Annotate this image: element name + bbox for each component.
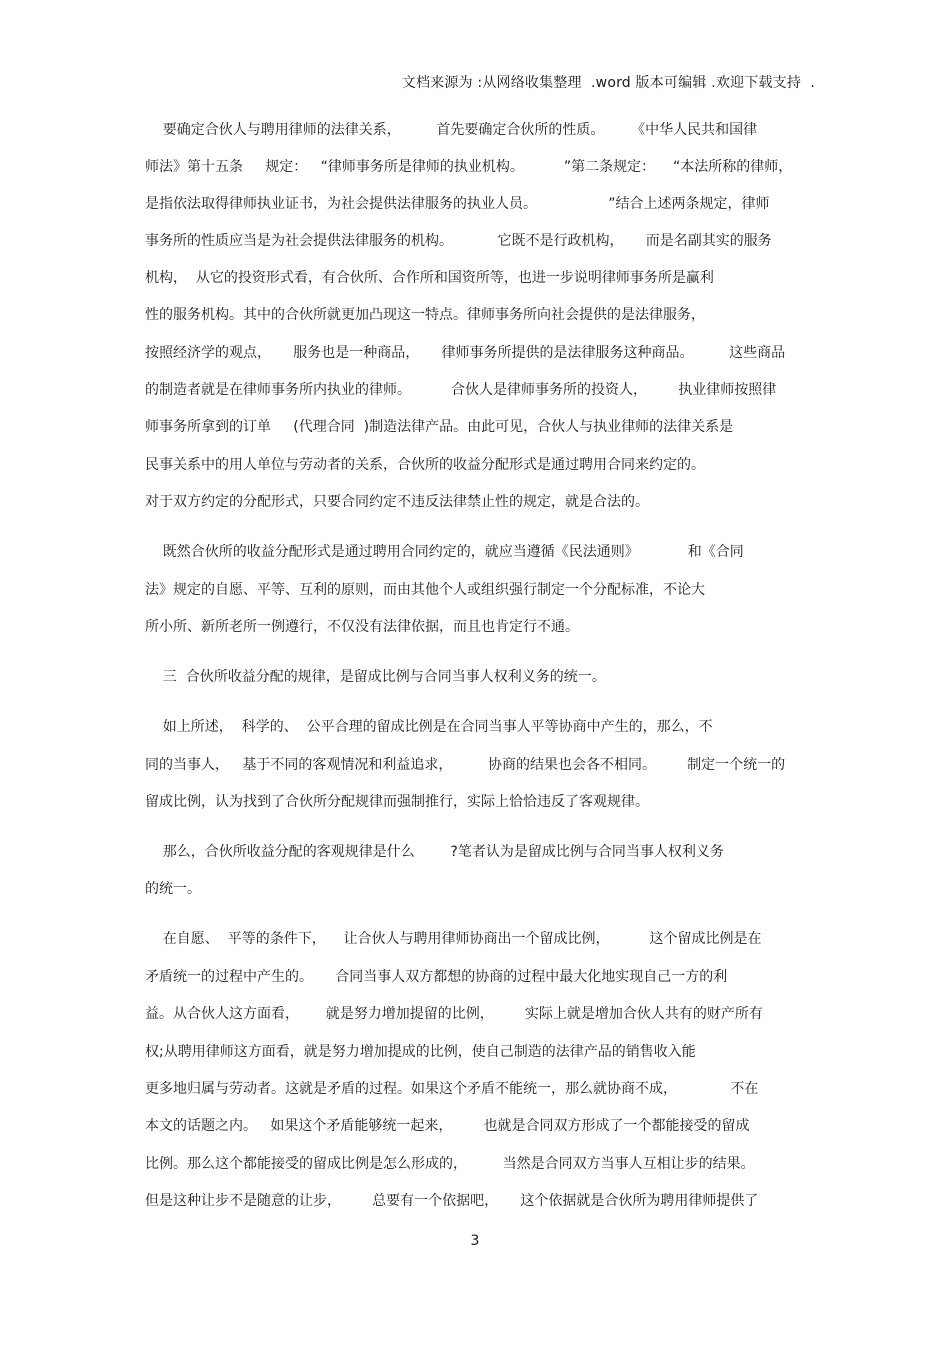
text-line: 那么，合伙所收益分配的客观规律是什么 ?笔者认为是留成比例与合同当事人权利义务 [145, 844, 724, 860]
text-line: 比例。那么这个都能接受的留成比例是怎么形成的， 当然是合同双方当事人互相让步的结果。 [145, 1156, 755, 1172]
text-line: 本文的话题之内。 如果这个矛盾能够统一起来， 也就是合同双方形成了一个都能接受的留成 [145, 1118, 750, 1134]
text-line: 要确定合伙人与聘用律师的法律关系， 首先要确定合伙所的性质。 《中华人民共和国律 [145, 122, 758, 138]
text-line: 师法》第十五条 规定： “律师事务所是律师的执业机构。 ”第二条规定： “本法所称的律师， [145, 159, 793, 175]
text-line: 留成比例，认为找到了合伙所分配规律而强制推行，实际上恰恰违反了客观规律。 [145, 794, 649, 810]
text-line: 事务所的性质应当是为社会提供法律服务的机构。 它既不是行政机构， 而是名副其实的服务 [145, 233, 772, 249]
text-line: 益。从合伙人这方面看， 就是努力增加提留的比例， 实际上就是增加合伙人共有的财产所有 [145, 1006, 763, 1022]
text-line: 法》规定的自愿、平等、互利的原则，而由其他个人或组织强行制定一个分配标准，不论大 [145, 582, 705, 598]
text-line: 所小所、新所老所一例遵行，不仅没有法律依据，而且也肯定行不通。 [145, 619, 579, 635]
text-line: 权;从聘用律师这方面看，就是努力增加提成的比例，使自己制造的法律产品的销售收入能 [145, 1044, 696, 1060]
text-line: 矛盾统一的过程中产生的。 合同当事人双方都想的协商的过程中最大化地实现自己一方的利 [145, 969, 728, 985]
text-line: 按照经济学的观点， 服务也是一种商品， 律师事务所提供的是法律服务这种商品。 这些商品 [145, 345, 786, 361]
text-line: 同的当事人， 基于不同的客观情况和利益追求， 协商的结果也会各不相同。 制定一个统一的 [145, 757, 786, 773]
text-line: 更多地归属与劳动者。这就是矛盾的过程。如果这个矛盾不能统一，那么就协商不成， 不在 [145, 1081, 759, 1097]
text-line: 性的服务机构。其中的合伙所就更加凸现这一特点。律师事务所向社会提供的是法律服务， [145, 307, 705, 323]
page-number: 3 [470, 1233, 480, 1249]
text-line: 师事务所拿到的订单 (代理合同 )制造法律产品。由此可见，合伙人与执业律师的法律关系是 [145, 419, 734, 435]
text-line: 在自愿、 平等的条件下， 让合伙人与聘用律师协商出一个留成比例， 这个留成比例是在 [145, 931, 762, 947]
text-line: 对于双方约定的分配形式，只要合同约定不违反法律禁止性的规定，就是合法的。 [145, 494, 649, 510]
text-line: 民事关系中的用人单位与劳动者的关系，合伙所的收益分配形式是通过聘用合同来约定的。 [145, 457, 705, 473]
text-line: 的统一。 [145, 881, 201, 897]
document-source-header: 文档来源为 :从网络收集整理 .word 版本可编辑 .欢迎下载支持 . [401, 75, 815, 91]
text-line: 但是这种让步不是随意的让步， 总要有一个依据吧， 这个依据就是合伙所为聘用律师提供了 [145, 1193, 759, 1209]
text-line: 的制造者就是在律师事务所内执业的律师。 合伙人是律师事务所的投资人， 执业律师按照律 [145, 382, 777, 398]
text-line: 既然合伙所的收益分配形式是通过聘用合同约定的，就应当遵循《民法通则》 和《合同 [145, 544, 744, 560]
section-heading: 三 合伙所收益分配的规律，是留成比例与合同当事人权利义务的统一。 [145, 669, 606, 685]
text-line: 如上所述， 科学的、 公平合理的留成比例是在合同当事人平等协商中产生的，那么，不 [145, 719, 713, 735]
text-line: 机构， 从它的投资形式看，有合伙所、合作所和国资所等，也进一步说明律师事务所是赢利 [145, 270, 714, 286]
text-line: 是指依法取得律师执业证书，为社会提供法律服务的执业人员。 ”结合上述两条规定，律师 [145, 196, 770, 212]
